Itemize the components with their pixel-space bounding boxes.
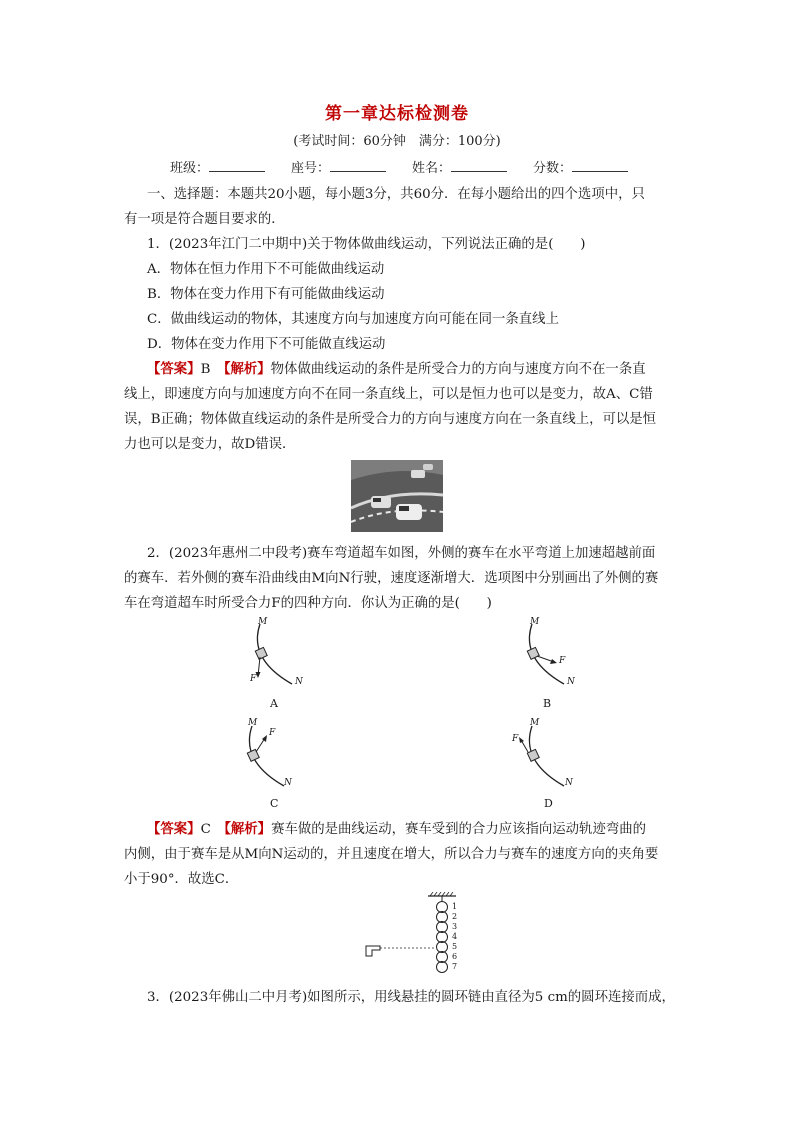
q2-answer-line bbox=[147, 818, 646, 837]
ring-number-1: 1 bbox=[452, 902, 458, 911]
score-field[interactable]: 分数： bbox=[533, 157, 628, 176]
section-header-line1: 一、选择题：本题共20小题，每小题3分，共60分．在每小题给出的四个选项中，只 bbox=[147, 187, 645, 202]
diagram-c: M F N bbox=[248, 718, 292, 788]
ring-number-6: 6 bbox=[452, 952, 458, 961]
diagram-d-caption: D bbox=[544, 797, 553, 810]
q2-analysis-3: 小于90°．故选C． bbox=[124, 872, 239, 887]
ring-number-2: 2 bbox=[452, 912, 458, 921]
diagram-a-caption: A bbox=[270, 697, 278, 710]
q1-answer-line bbox=[147, 358, 646, 377]
q1-analysis-4: 力也可以是变力，故D错误． bbox=[124, 437, 296, 452]
diagram-a: M F N bbox=[250, 617, 303, 687]
page-title: 第一章达标检测卷 bbox=[325, 104, 469, 124]
q2-stem-2: 的赛车．若外侧的赛车沿曲线由M向N行驶，速度逐渐增大．选项图中分别画出了外侧的赛 bbox=[124, 571, 659, 586]
ring-number-4: 4 bbox=[452, 932, 458, 941]
ring-number-3: 3 bbox=[452, 922, 458, 931]
exam-subtitle: (考试时间：60分钟 满分：100分) bbox=[293, 134, 501, 149]
section-header-line2: 有一项是符合题目要求的． bbox=[124, 212, 285, 227]
q2-analysis-2: 内侧，由于赛车是从M向N运动的，并且速度在增大，所以合力与赛车的速度方向的夹角要 bbox=[124, 847, 659, 862]
seat-field[interactable]: 座号： bbox=[291, 157, 386, 176]
answer-tag: 【答案】 bbox=[147, 361, 201, 377]
q1-option-c: C．做曲线运动的物体，其速度方向与加速度方向可能在同一条直线上 bbox=[147, 312, 559, 327]
q2-answer: C bbox=[200, 822, 211, 837]
q1-option-b: B．物体在变力作用下有可能做曲线运动 bbox=[147, 287, 385, 302]
name-field[interactable]: 姓名： bbox=[412, 157, 507, 176]
diagram-d: M F N bbox=[512, 718, 573, 788]
diagram-b: M F N bbox=[512, 614, 582, 694]
q1-answer: B bbox=[200, 362, 211, 377]
diagram-c-caption: C bbox=[270, 797, 279, 810]
diagram-b-caption: B bbox=[543, 697, 552, 710]
q2-stem-3: 车在弯道超车时所受合力F的四种方向．你认为正确的是( ) bbox=[124, 596, 492, 611]
q1-option-d: D．物体在变力作用下不可能做直线运动 bbox=[147, 337, 386, 352]
q1-analysis-3: 误，B正确；物体做直线运动的条件是所受合力的方向与速度方向在一条直线上，可以是恒 bbox=[124, 412, 657, 427]
q1-option-a: A．物体在恒力作用下不可能做曲线运动 bbox=[147, 262, 385, 277]
q2-stem-1: 2．(2023年惠州二中段考)赛车弯道超车如图，外侧的赛车在水平弯道上加速超越前面 bbox=[147, 546, 656, 561]
answer-tag: 【答案】 bbox=[147, 821, 201, 837]
student-info-row bbox=[170, 157, 654, 176]
q1-analysis-2: 线上，即速度方向与加速度方向不在同一条直线上，可以是恒力也可以是变力，故A、C错 bbox=[124, 387, 653, 402]
race-car-photo bbox=[351, 460, 443, 532]
q3-stem: 3．(2023年佛山二中月考)如图所示，用线悬挂的圆环链由直径为5 cm的圆环连接而成， bbox=[147, 990, 675, 1005]
analysis-tag: 【解析】 bbox=[224, 821, 272, 837]
class-field[interactable]: 班级： bbox=[170, 157, 265, 176]
q2-analysis-1: 赛车做的是曲线运动，赛车受到的合力应该指向运动轨迹弯曲的 bbox=[271, 822, 647, 837]
q1-stem: 1．(2023年江门二中期中)关于物体做曲线运动，下列说法正确的是( ) bbox=[147, 237, 586, 252]
ring-number-5: 5 bbox=[452, 942, 458, 951]
ring-number-7: 7 bbox=[452, 962, 458, 971]
analysis-tag: 【解析】 bbox=[223, 361, 271, 377]
q1-analysis-1: 物体做曲线运动的条件是所受合力的方向与速度方向不在一条直 bbox=[270, 362, 646, 377]
ring-chain-diagram bbox=[360, 892, 470, 982]
